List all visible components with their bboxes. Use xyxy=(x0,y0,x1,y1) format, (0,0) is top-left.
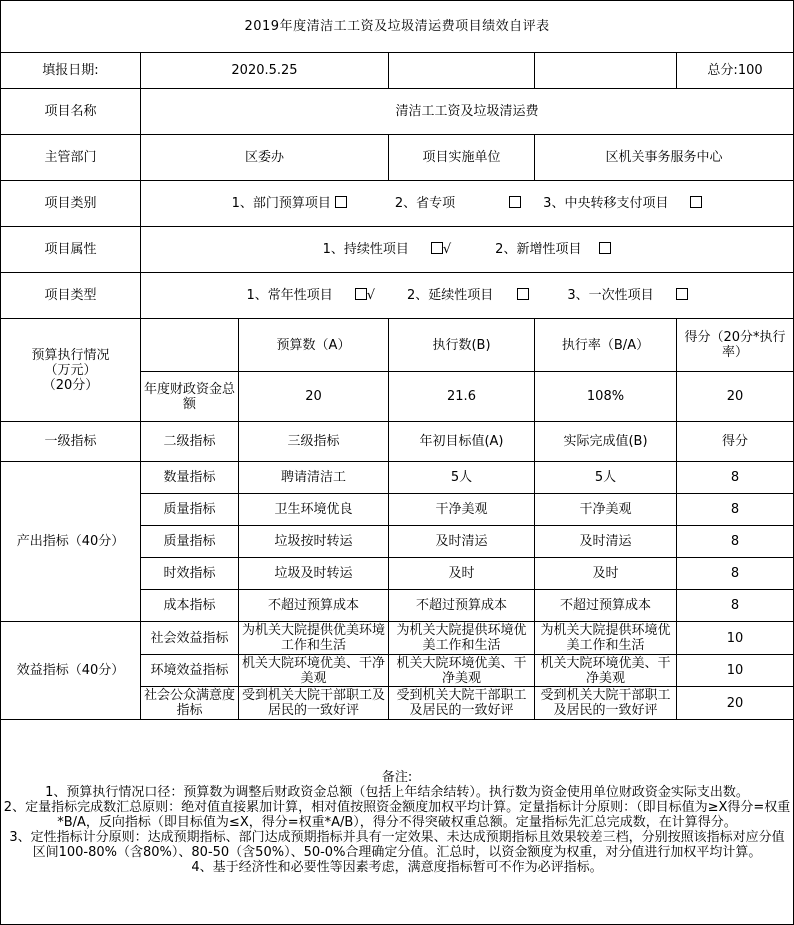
checkbox-icon xyxy=(431,242,443,254)
output-level2: 质量指标 xyxy=(141,526,239,558)
notes-title: 备注: xyxy=(381,769,413,785)
project-name-value: 清洁工工资及垃圾清运费 xyxy=(141,89,794,135)
total-score-value: 100 xyxy=(737,63,763,78)
annual-fund-label: 年度财政资金总额 xyxy=(141,372,239,422)
exec-value: 21.6 xyxy=(389,372,535,422)
note-item: 2、定量指标完成数汇总原则：绝对值直接累加计算，相对值按照资金额度加权平均计算。定量指标计分原则：（即目标值为≥X得分=权重*B/A，反向指标（即目标值为≤X，得分=权重*A/B），得分不得突破权重总额。定量指标先汇总完成数，在计算得分。 xyxy=(3,799,791,830)
attribute-label: 项目属性 xyxy=(1,227,141,273)
checkbox-icon xyxy=(335,196,347,208)
table-row xyxy=(1,462,794,494)
form-title: 2019年度清洁工工资及垃圾清运费项目绩效自评表 xyxy=(1,1,794,53)
benefit-score: 20 xyxy=(677,687,794,720)
kind-option: 3、一次性项目 xyxy=(567,288,654,303)
check-mark: √ xyxy=(442,242,452,257)
checkbox-icon xyxy=(676,288,688,300)
impl-unit-label: 项目实施单位 xyxy=(389,135,535,181)
level2-header: 二级指标 xyxy=(141,422,239,462)
output-target: 干净美观 xyxy=(389,494,535,526)
output-level2: 数量指标 xyxy=(141,462,239,494)
benefit-target: 机关大院环境优美、干净美观 xyxy=(389,655,535,687)
budget-score-value: 20 xyxy=(677,372,794,422)
category-option: 3、中央转移支付项目 xyxy=(543,196,669,211)
output-level3: 聘请清洁工 xyxy=(239,462,389,494)
header-blank-cell xyxy=(535,53,677,89)
output-target: 及时 xyxy=(389,558,535,590)
col-score-header: 得分（20分*执行率） xyxy=(677,319,794,372)
output-target: 不超过预算成本 xyxy=(389,590,535,622)
budget-section-label xyxy=(1,319,141,422)
budget-label-line: 预算执行情况 xyxy=(31,347,110,363)
project-name-label: 项目名称 xyxy=(1,89,141,135)
dept-label: 主管部门 xyxy=(1,135,141,181)
output-actual: 干净美观 xyxy=(535,494,677,526)
level3-header: 三级指标 xyxy=(239,422,389,462)
actual-header: 实际完成值(B) xyxy=(535,422,677,462)
fill-date-label: 填报日期: xyxy=(1,53,141,89)
budget-label-line: （20分） xyxy=(42,377,99,393)
benefit-score: 10 xyxy=(677,622,794,655)
output-score: 8 xyxy=(677,558,794,590)
table-row xyxy=(1,622,794,655)
note-item: 3、定性指标计分原则：达成预期指标、部门达成预期指标并具有一定效果、未达成预期指标且效果较差三档，分别按照该指标对应分值区间100-80%（含80%）、80-50（含50%）、50-0%合理确定分值。汇总时，以资金额度为权重，对分值进行加权平均计算。 xyxy=(9,829,785,860)
fill-date-value: 2020.5.25 xyxy=(141,53,389,89)
attribute-option: 2、新增性项目 xyxy=(495,242,582,257)
category-options xyxy=(141,181,794,227)
attribute-option: 1、持续性项目 xyxy=(322,242,409,257)
target-header: 年初目标值(A) xyxy=(389,422,535,462)
benefit-level2: 社会公众满意度指标 xyxy=(141,687,239,720)
output-target: 及时清运 xyxy=(389,526,535,558)
benefit-target: 受到机关大院干部职工及居民的一致好评 xyxy=(389,687,535,720)
benefit-group-label: 效益指标（40分） xyxy=(1,622,141,720)
benefit-score: 10 xyxy=(677,655,794,687)
output-level3: 卫生环境优良 xyxy=(239,494,389,526)
output-group-label: 产出指标（40分） xyxy=(1,462,141,622)
budget-value: 20 xyxy=(239,372,389,422)
header-blank-cell xyxy=(389,53,535,89)
output-level2: 时效指标 xyxy=(141,558,239,590)
output-level3: 不超过预算成本 xyxy=(239,590,389,622)
kind-option: 1、常年性项目 xyxy=(246,288,333,303)
benefit-target: 为机关大院提供环境优美工作和生活 xyxy=(389,622,535,655)
checkbox-icon xyxy=(599,242,611,254)
output-score: 8 xyxy=(677,590,794,622)
output-actual: 5人 xyxy=(535,462,677,494)
impl-unit-value: 区机关事务服务中心 xyxy=(535,135,794,181)
output-score: 8 xyxy=(677,494,794,526)
dept-value: 区委办 xyxy=(141,135,389,181)
notes-section xyxy=(1,720,794,925)
benefit-level3: 受到机关大院干部职工及居民的一致好评 xyxy=(239,687,389,720)
level1-header: 一级指标 xyxy=(1,422,141,462)
kind-label: 项目类型 xyxy=(1,273,141,319)
col-rate-header: 执行率（B/A） xyxy=(535,319,677,372)
benefit-level3: 机关大院环境优美、干净美观 xyxy=(239,655,389,687)
total-score-cell xyxy=(677,53,794,89)
note-item: 1、预算执行情况口径：预算数为调整后财政资金总额（包括上年结余结转）。执行数为资金使用单位财政资金实际支出数。 xyxy=(45,784,749,800)
category-option: 2、省专项 xyxy=(394,196,456,211)
checkbox-icon xyxy=(690,196,702,208)
benefit-level3: 为机关大院提供优美环境工作和生活 xyxy=(239,622,389,655)
output-level2: 成本指标 xyxy=(141,590,239,622)
col-budget-header: 预算数（A） xyxy=(239,319,389,372)
budget-blank-cell xyxy=(141,319,239,372)
checkbox-icon xyxy=(509,196,521,208)
total-score-label: 总分: xyxy=(707,63,738,78)
check-mark: √ xyxy=(366,288,376,303)
benefit-actual: 受到机关大院干部职工及居民的一致好评 xyxy=(535,687,677,720)
output-score: 8 xyxy=(677,526,794,558)
output-score: 8 xyxy=(677,462,794,494)
output-actual: 及时 xyxy=(535,558,677,590)
output-actual: 不超过预算成本 xyxy=(535,590,677,622)
kind-options xyxy=(141,273,794,319)
output-level3: 垃圾及时转运 xyxy=(239,558,389,590)
output-level2: 质量指标 xyxy=(141,494,239,526)
budget-label-line: （万元） xyxy=(44,362,97,378)
benefit-actual: 为机关大院提供环境优美工作和生活 xyxy=(535,622,677,655)
checkbox-icon xyxy=(517,288,529,300)
rate-value: 108% xyxy=(535,372,677,422)
kind-option: 2、延续性项目 xyxy=(407,288,494,303)
benefit-actual: 机关大院环境优美、干净美观 xyxy=(535,655,677,687)
attribute-options xyxy=(141,227,794,273)
output-level3: 垃圾按时转运 xyxy=(239,526,389,558)
category-option: 1、部门预算项目 xyxy=(231,196,331,211)
output-actual: 及时清运 xyxy=(535,526,677,558)
checkbox-icon xyxy=(355,288,367,300)
category-label: 项目类别 xyxy=(1,181,141,227)
benefit-level2: 社会效益指标 xyxy=(141,622,239,655)
score-header: 得分 xyxy=(677,422,794,462)
note-item: 4、基于经济性和必要性等因素考虑，满意度指标暂可不作为必评指标。 xyxy=(191,859,603,875)
output-target: 5人 xyxy=(389,462,535,494)
benefit-level2: 环境效益指标 xyxy=(141,655,239,687)
col-exec-header: 执行数(B) xyxy=(389,319,535,372)
